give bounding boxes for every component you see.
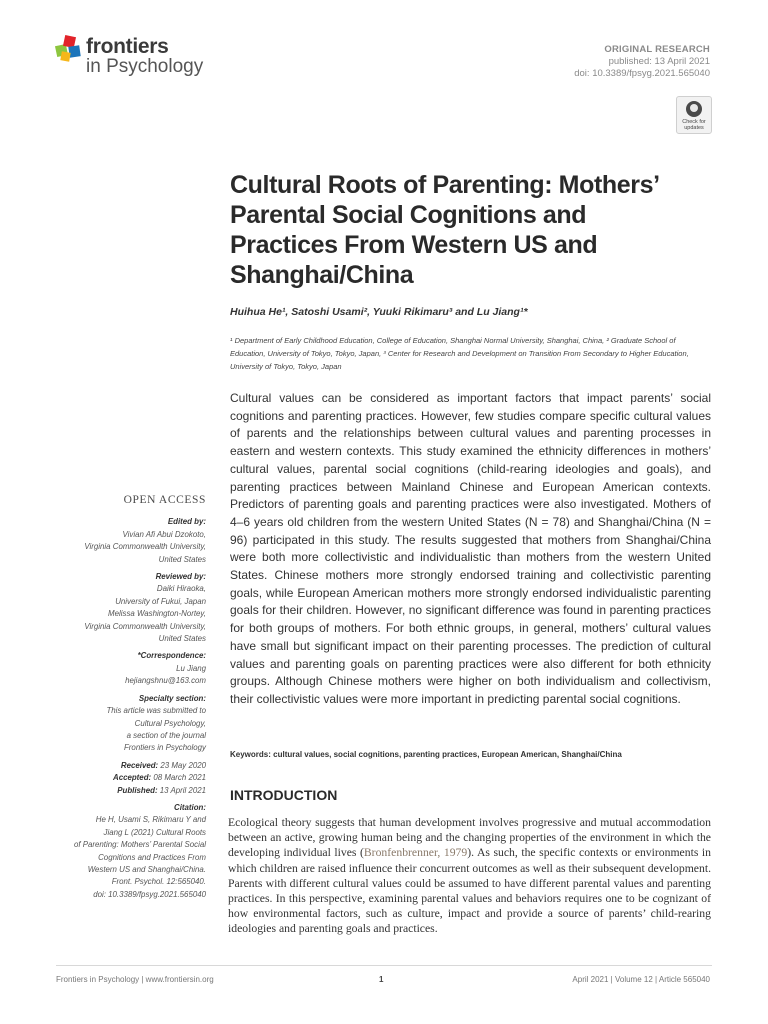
citation-link[interactable]: Bronfenbrenner, 1979 [363,846,468,860]
journal-name: in Psychology [86,56,204,77]
specialty-section-label: Specialty section: [138,693,206,703]
editor-name: Vivian Afi Abui Dzokoto, [122,529,206,539]
keywords-label: Keywords: [230,750,271,759]
journal-logo[interactable] [56,34,226,80]
reviewer-name: Daiki Hiraoka, [156,584,206,594]
frontiers-logo-icon [56,36,82,62]
reviewer-country: United States [158,634,206,644]
specialty-line: Cultural Psychology, [134,718,206,728]
footer-volume-info: April 2021 | Volume 12 | Article 565040 [572,975,710,984]
citation-line: Western US and Shanghai/China. [87,864,206,874]
published-date: published: 13 April 2021 [608,56,710,67]
correspondence-label: *Correspondence: [137,651,206,661]
affiliations: ¹ Department of Early Childhood Education, College of Education, Shanghai Normal University, Shanghai, China, ² Graduate School of Education, University of Tokyo, Tokyo, Japan, ³ Center for Research and Development on Transition From Secondary to Higher Education, University of Tokyo, Tokyo, Japan [230,336,689,371]
author-list: Huihua He¹, Satoshi Usami², Yuuki Rikimaru³ and Lu Jiang¹* [230,306,528,318]
citation-doi[interactable]: doi: 10.3389/fpsyg.2021.565040 [93,889,206,899]
specialty-line: This article was submitted to [106,706,206,716]
citation-line: of Parenting: Mothers’ Parental Social [73,840,206,850]
reviewed-by-label: Reviewed by: [155,572,206,582]
specialty-line: a section of the journal [126,730,206,740]
section-heading-introduction: INTRODUCTION [230,787,338,803]
footer-divider [56,965,712,966]
published-date: Published: 13 April 2021 [117,785,206,795]
article-meta [574,44,710,80]
reviewer-name: Melissa Washington-Nortey, [108,609,206,619]
correspondent-email[interactable]: hejiangshnu@163.com [125,676,206,686]
brand-name: frontiers [86,35,169,58]
keywords [230,750,710,759]
doi[interactable]: doi: 10.3389/fpsyg.2021.565040 [574,68,710,79]
article-sidebar [56,494,206,901]
citation-line: He H, Usami S, Rikimaru Y and [95,815,206,825]
citation-line: Cognitions and Practices From [98,852,206,862]
check-for-updates-button[interactable] [676,96,712,134]
citation-line: Jiang L (2021) Cultural Roots [103,827,206,837]
correspondent-name: Lu Jiang [176,663,206,673]
intro-text-2: ). As such, the specific contexts or environments in which children are raised influence their concurrent outcomes as well as their subsequent development. Parents with different cultural values could be assumed to have different parental values and parenting practices. In this perspective, examining parental values and behaviors requires one to be cognizant of how environmental factors, such as culture, impact and provide a source of parents’ child-rearing ideologies and parenting goals and practices. [228,846,711,936]
editor-affiliation: Virginia Commonwealth University, [84,542,206,552]
citation-label: Citation: [174,802,206,812]
introduction-paragraph [228,815,711,937]
footer-journal-link[interactable]: Frontiers in Psychology | www.frontiersin.org [56,975,214,984]
citation-line: Front. Psychol. 12:565040. [111,877,206,887]
reviewer-affiliation: University of Fukui, Japan [115,596,206,606]
article-title: Cultural Roots of Parenting: Mothers’ Parental Social Cognitions and Practices From Western US and Shanghai/China [230,171,659,289]
editor-country: United States [158,554,206,564]
keywords-text: cultural values, social cognitions, parenting practices, European American, Shanghai/China [273,750,622,759]
page-number: 1 [379,975,384,984]
intro-text-1: Ecological theory suggests that human development involves progressive and mutual accommodation between an active, growing human being and the changing properties of the environment in which the developing individual lives ( [228,816,711,860]
check-updates-label: Check for updates [682,119,706,131]
abstract: Cultural values can be considered as important factors that impact parents’ social cognitions and parenting practices. However, few studies compare specific cultural values of parents and the relationships between cultural values and parenting processes in eastern and western contexts. This study examined the ethnicity differences in mothers’ cultural values, parental social cognitions (child-rearing ideologies and goals), and parenting practices between Mainland Chinese and European American contexts. Predictors of parenting goals and parenting practices were also investigated. Mothers of 4–6 years old children from the western United States (N = 78) and Shanghai/China (N = 96) participated in this study. The results suggested that mothers from Shanghai/China were both more collectivistic and individualistic than mothers from the western United States. Chinese mothers more strongly endorsed training and collectivistic parenting goals, while European American mothers more strongly endorsed individualistic parenting goals for their children. However, no significant difference was found in parenting practices for both groups of mothers. For both ethnic groups, in general, mothers’ cultural values have small but significant impact on their parenting processes. The prediction of cultural values and parenting goals on parenting practices were also different for both ethnicity groups. Although Chinese mothers were higher on both individualism and collectivism, their collectivistic values were more important in predicting parental social cognitions. [230,391,711,706]
received-date: Received: 23 May 2020 [120,760,206,770]
open-access-label: OPEN ACCESS [123,494,206,506]
article-type: ORIGINAL RESEARCH [604,44,710,55]
edited-by-label: Edited by: [167,517,206,527]
accepted-date: Accepted: 08 March 2021 [113,773,206,783]
specialty-line: Frontiers in Psychology [123,743,206,753]
reviewer-affiliation: Virginia Commonwealth University, [84,621,206,631]
crossmark-icon [686,101,702,117]
